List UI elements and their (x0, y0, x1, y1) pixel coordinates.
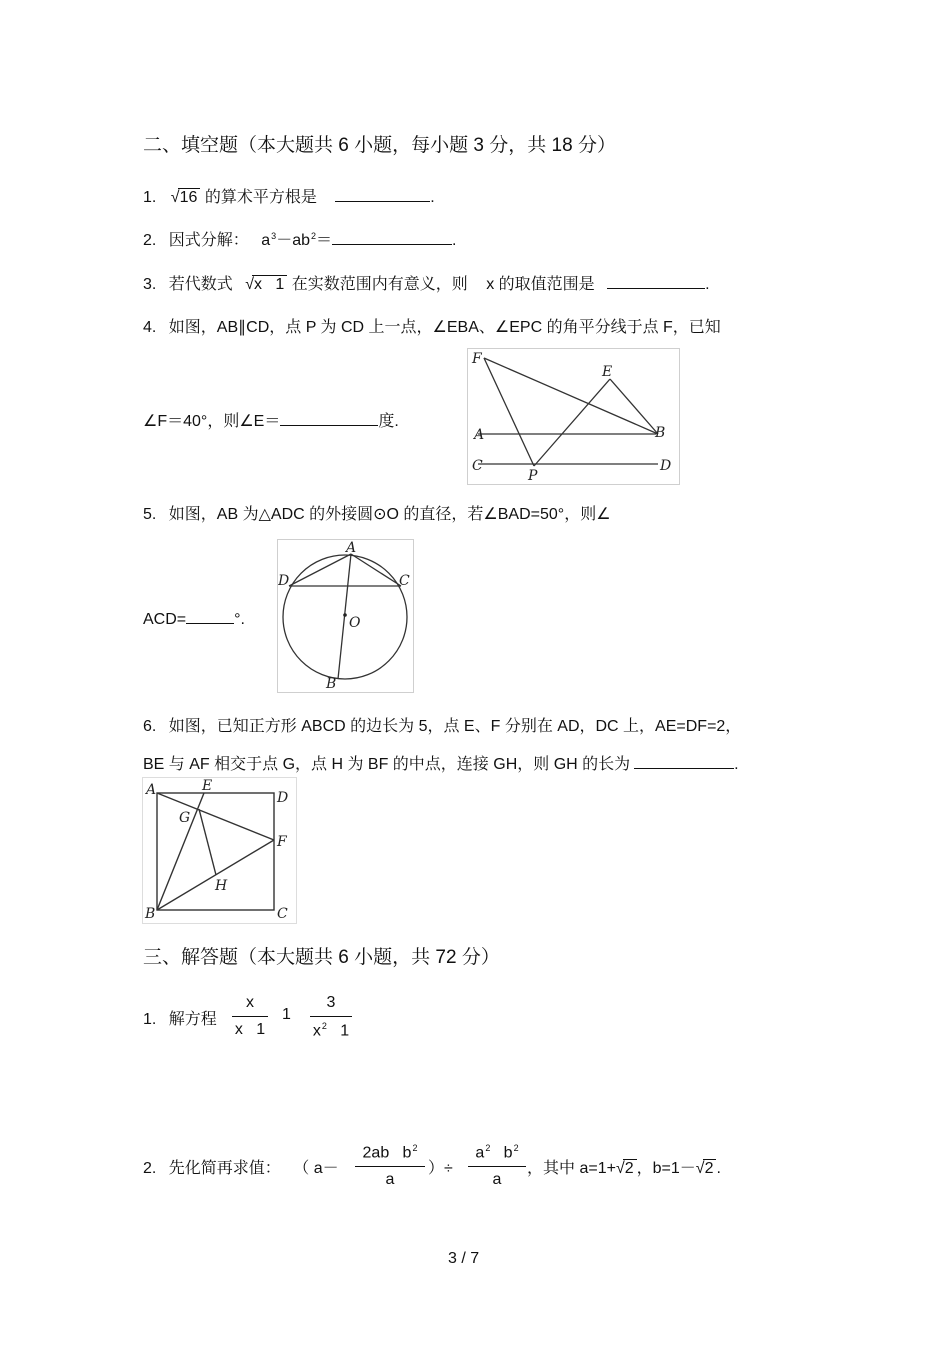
question-text: 解方程 (168, 1011, 217, 1028)
label-H: H (215, 878, 228, 894)
section-2-title: 二、填空题（本大题共 6 小题，每小题 3 分，共 18 分） (143, 135, 616, 156)
question-2-6-line2 (143, 751, 739, 774)
figure-q4 (467, 348, 680, 485)
expr-a: a (261, 232, 271, 249)
condition-text: ，b=1－ (636, 1160, 696, 1177)
answer-blank[interactable] (280, 411, 378, 426)
fraction-3-numerator (355, 1143, 425, 1162)
fraction-1-denominator: x 1 (234, 1021, 266, 1038)
radicand: 2 (703, 1159, 717, 1178)
question-2-4-line2 (143, 408, 399, 431)
question-number: 1. (143, 189, 157, 206)
geometry-diagram-q4 (468, 349, 679, 484)
label-D: D (660, 458, 672, 474)
fraction-bar (232, 1016, 268, 1017)
exponent: 3 (271, 230, 277, 241)
answer-blank[interactable] (634, 754, 734, 769)
question-number: 1. (143, 1011, 157, 1028)
question-number: 2. (143, 1160, 157, 1177)
question-text: BE 与 AF 相交于点 G，点 H 为 BF 的中点，连接 GH，则 GH 的长为 (143, 756, 631, 773)
question-text: 度. (378, 413, 399, 430)
denominator-rest: 1 (326, 1022, 350, 1040)
condition-text: ，其中 a=1+ (527, 1160, 616, 1177)
fraction-2-denominator (306, 1021, 356, 1040)
question-text: 因式分解： (168, 232, 249, 249)
label-C: C (399, 573, 410, 589)
question-3-2-label (143, 1155, 339, 1178)
label-E: E (602, 364, 613, 380)
question-text: 先化简再求值： (168, 1160, 281, 1177)
label-C: C (277, 906, 288, 922)
fraction-bar (310, 1016, 352, 1017)
period: . (705, 276, 710, 293)
period: . (430, 189, 435, 206)
radicand: 16 (178, 188, 201, 207)
numerator-a: a (475, 1144, 485, 1162)
label-O: O (349, 615, 361, 631)
exponent: 2 (513, 1143, 519, 1153)
label-D: D (278, 573, 290, 589)
question-2-5-line2 (143, 609, 245, 629)
sqrt-sign-icon: √ (695, 1160, 705, 1177)
period: . (734, 756, 739, 773)
label-F: F (472, 351, 482, 367)
question-number: 3. (143, 276, 157, 293)
label-P: P (528, 468, 538, 484)
answer-blank[interactable] (186, 609, 234, 624)
segment-EB (610, 379, 658, 434)
segment-PE (534, 379, 610, 466)
label-B: B (655, 425, 666, 441)
close-paren-divide: ）÷ (428, 1160, 453, 1177)
question-text: 若代数式 (168, 276, 233, 293)
page-number: 3 / 7 (448, 1250, 480, 1267)
denominator-x: x (312, 1022, 321, 1040)
question-number: 6. (143, 718, 157, 735)
question-2-3 (143, 271, 710, 294)
figure-q6 (142, 777, 297, 924)
fraction-1-numerator: x (246, 994, 254, 1011)
question-text: 的算术平方根是 (204, 189, 317, 206)
question-text: °. (234, 611, 245, 628)
fraction-4-denominator: a (492, 1171, 502, 1188)
exponent: 2 (485, 1143, 491, 1153)
period: . (716, 1160, 721, 1177)
question-text: 如图，AB 为△ADC 的外接圆⊙O 的直径，若∠BAD=50°，则∠ (168, 506, 611, 523)
equals: ＝ (316, 232, 333, 249)
section-3-title: 三、解答题（本大题共 6 小题，共 72 分） (143, 947, 500, 968)
question-text: ACD= (143, 611, 187, 628)
segment-GH (199, 809, 216, 875)
radicand: x 1 (252, 275, 287, 294)
answer-blank[interactable] (332, 230, 452, 245)
fraction-2-numerator: 3 (326, 994, 336, 1011)
square-diagram-q6 (143, 778, 296, 923)
label-A: A (474, 427, 485, 443)
segment-FB (484, 358, 658, 434)
term-one: 1 (282, 1006, 291, 1023)
question-2-1 (143, 184, 435, 207)
question-text: 如图，AB∥CD，点 P 为 CD 上一点，∠EBA、∠EPC 的角平分线于点 F，已知 (168, 319, 721, 336)
center-point (343, 613, 347, 617)
question-text: x 的取值范围是 (486, 276, 595, 293)
fraction-bar (355, 1166, 425, 1167)
question-text: 如图，已知正方形 ABCD 的边长为 5，点 E、F 分别在 AD，DC 上，AE=DF=2， (168, 718, 742, 735)
label-C: C (472, 458, 483, 474)
segment-DA (289, 554, 351, 586)
question-2-6-line1 (143, 713, 741, 736)
question-number: 5. (143, 506, 157, 523)
question-text: ∠F＝40°，则∠E＝ (143, 413, 281, 430)
exponent: 2 (321, 1021, 327, 1031)
numerator-text: 2ab b (362, 1144, 412, 1162)
label-B: B (145, 906, 156, 922)
fraction-3-denominator: a (385, 1171, 395, 1188)
label-D: D (277, 790, 289, 806)
question-3-1-label (143, 1006, 217, 1029)
label-E: E (202, 778, 213, 794)
sqrt-sign-icon: √ (615, 1160, 625, 1177)
segment-AF (157, 793, 274, 840)
circle-diagram-q5 (278, 540, 413, 692)
fraction-4-numerator (468, 1143, 526, 1162)
segment-FP (484, 358, 534, 466)
label-B: B (326, 676, 337, 692)
segment-AC (351, 554, 401, 586)
figure-q5 (277, 539, 414, 693)
expr-ab: －ab (276, 232, 310, 249)
question-number: 2. (143, 232, 157, 249)
sqrt-sign-icon: √ (245, 276, 255, 293)
numerator-b: b (490, 1144, 513, 1162)
fraction-bar (468, 1166, 526, 1167)
exponent: 2 (311, 230, 317, 241)
answer-blank[interactable] (607, 274, 705, 289)
question-3-2-condition (527, 1155, 721, 1178)
label-A: A (346, 540, 357, 556)
question-2-4-line1 (143, 314, 721, 337)
radicand: 2 (623, 1159, 637, 1178)
open-paren: （ a－ (293, 1160, 339, 1177)
label-A: A (146, 782, 157, 798)
question-2-5-line1 (143, 501, 611, 524)
question-text: 在实数范围内有意义，则 (291, 276, 468, 293)
label-G: G (179, 810, 191, 826)
exponent: 2 (412, 1143, 418, 1153)
label-F: F (277, 834, 287, 850)
question-2-2 (143, 227, 456, 250)
question-number: 4. (143, 319, 157, 336)
answer-blank[interactable] (335, 187, 430, 202)
sqrt-sign-icon: √ (170, 189, 180, 206)
period: . (452, 232, 457, 249)
